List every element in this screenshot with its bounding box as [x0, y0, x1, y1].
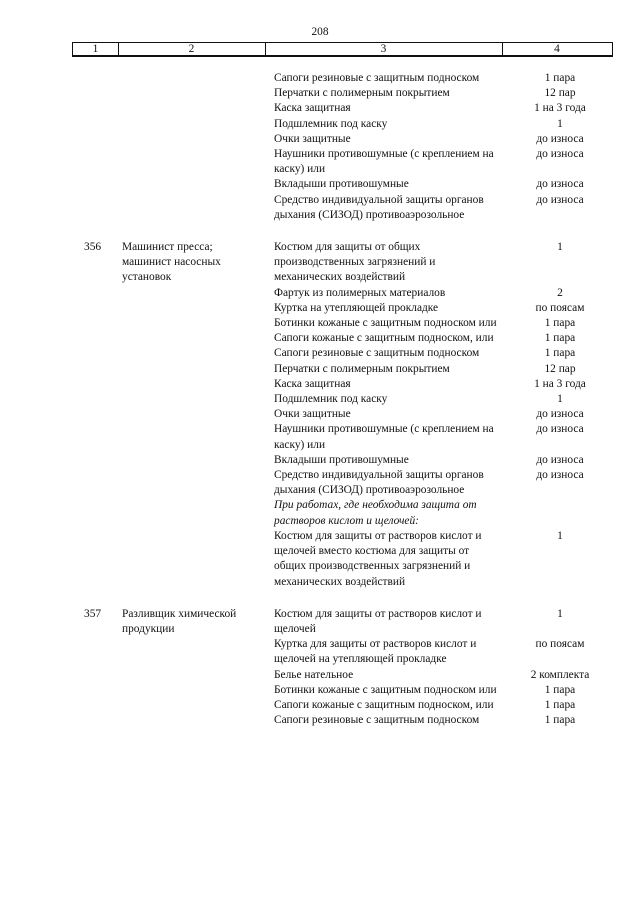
- ppe-item-name: Костюм для защиты от общих производственных загрязнений и механических воздействий: [274, 241, 436, 284]
- ppe-item: [0, 331, 640, 346]
- ppe-item-norm: 1 пара: [544, 698, 576, 711]
- condition-note: [0, 498, 640, 528]
- ppe-item-name: Сапоги кожаные с защитным подноском, или: [274, 698, 494, 711]
- ppe-item-name: Куртка на утепляющей прокладке: [274, 301, 439, 314]
- ppe-item: [0, 407, 640, 422]
- ppe-item-norm: 1: [557, 241, 563, 254]
- ppe-item-norm: 1: [557, 529, 563, 542]
- ppe-item-name: Белье нательное: [274, 668, 354, 681]
- ppe-item: [0, 453, 640, 468]
- ppe-item-name: Сапоги резиновые с защитным подноском: [274, 72, 480, 84]
- ppe-item-norm: 1 пара: [544, 317, 576, 330]
- ppe-item-name: Наушники противошумные (с креплением на каску) или: [274, 423, 494, 451]
- ppe-item-name: Костюм для защиты от растворов кислот и щелочей: [274, 607, 482, 635]
- ppe-item: [0, 193, 640, 223]
- norms-table-body: [0, 71, 640, 728]
- ppe-item-norm: 1: [557, 607, 563, 620]
- job-title: Разливщик химической продукции: [122, 607, 237, 635]
- ppe-item-norm: 1 пара: [544, 332, 576, 345]
- ppe-item-norm: до износа: [536, 408, 584, 421]
- ppe-item: [0, 101, 640, 116]
- ppe-item: [0, 301, 640, 316]
- ppe-item: [0, 698, 640, 713]
- entry-number: 357: [84, 607, 102, 620]
- ppe-item: [0, 377, 640, 392]
- ppe-item: [0, 392, 640, 407]
- ppe-item: [0, 132, 640, 147]
- ppe-item: [0, 713, 640, 728]
- ppe-item-name: Очки защитные: [274, 408, 351, 421]
- table-entry: [0, 240, 640, 590]
- ppe-item-name: Средство индивидуальной защиты органов дыхания (СИЗОД) противоаэрозольное: [274, 193, 484, 221]
- ppe-item-norm: по поясам: [535, 301, 585, 314]
- page-number: 208: [311, 26, 329, 38]
- table-entry: [0, 607, 640, 729]
- ppe-item-norm: 1: [557, 117, 563, 130]
- ppe-item-norm: 1: [557, 393, 563, 406]
- ppe-item-norm: до износа: [536, 423, 584, 436]
- column-header-1: 1: [73, 43, 119, 55]
- column-header-row: [72, 42, 613, 57]
- ppe-item: [0, 422, 640, 452]
- ppe-item: [0, 240, 640, 286]
- job-title: Машинист пресса; машинист насосных установок: [122, 241, 221, 284]
- ppe-item-name: Подшлемник под каску: [274, 117, 388, 130]
- ppe-item: [0, 637, 640, 667]
- ppe-item-name: Ботинки кожаные с защитным подноском или: [274, 317, 497, 330]
- ppe-item-norm: до износа: [536, 193, 584, 206]
- ppe-item-norm: до износа: [536, 148, 584, 161]
- ppe-item-name: Сапоги резиновые с защитным подноском: [274, 714, 480, 727]
- ppe-item-norm: 12 пар: [544, 87, 576, 100]
- ppe-item-name: Костюм для защиты от растворов кислот и щелочей вместо костюма для защиты от общих производственных загрязнений и механических воздействий: [274, 529, 482, 588]
- ppe-item-name: Сапоги резиновые с защитным подноском: [274, 347, 480, 360]
- ppe-item-norm: до износа: [536, 132, 584, 145]
- ppe-item-norm: 12 пар: [544, 362, 576, 375]
- ppe-item: [0, 529, 640, 590]
- column-header-2: 2: [118, 43, 266, 55]
- ppe-item: [0, 71, 640, 86]
- ppe-item-norm: 1 пара: [544, 72, 576, 84]
- ppe-item: [0, 346, 640, 361]
- ppe-item-name: Очки защитные: [274, 132, 351, 145]
- ppe-item: [0, 607, 640, 637]
- ppe-item: [0, 177, 640, 192]
- ppe-item-name: Сапоги кожаные с защитным подноском, или: [274, 332, 494, 345]
- ppe-item-norm: по поясам: [535, 638, 585, 651]
- ppe-item-name: Каска защитная: [274, 102, 351, 115]
- ppe-item-norm: до износа: [536, 178, 584, 191]
- ppe-item-name: Каска защитная: [274, 377, 351, 390]
- ppe-item: [0, 668, 640, 683]
- ppe-item-norm: 1 пара: [544, 347, 576, 360]
- column-header-4: 4: [554, 43, 560, 55]
- ppe-item-norm: 1 пара: [544, 683, 576, 696]
- ppe-item-name: Наушники противошумные (с креплением на каску) или: [274, 148, 494, 176]
- ppe-item-norm: 2 комплекта: [530, 668, 590, 681]
- ppe-item-norm: до износа: [536, 469, 584, 482]
- ppe-item-norm: 1 пара: [544, 714, 576, 727]
- ppe-item-name: Фартук из полимерных материалов: [274, 286, 446, 299]
- ppe-item-name: Перчатки с полимерным покрытием: [274, 362, 450, 375]
- ppe-item-norm: 1 на 3 года: [534, 377, 586, 390]
- ppe-item-name: Ботинки кожаные с защитным подноском или: [274, 683, 497, 696]
- ppe-item: [0, 86, 640, 101]
- column-header-3: 3: [265, 43, 503, 55]
- ppe-item-name: Перчатки с полимерным покрытием: [274, 87, 450, 100]
- ppe-item-name: Вкладыши противошумные: [274, 453, 409, 466]
- ppe-item: [0, 117, 640, 132]
- ppe-item-norm: до износа: [536, 453, 584, 466]
- ppe-item: [0, 468, 640, 498]
- ppe-item: [0, 316, 640, 331]
- ppe-item-name: Подшлемник под каску: [274, 393, 388, 406]
- ppe-item-norm: 1 на 3 года: [534, 102, 586, 115]
- ppe-item-name: Куртка для защиты от растворов кислот и щелочей на утепляющей прокладке: [274, 638, 477, 666]
- ppe-item-norm: 2: [557, 286, 563, 299]
- ppe-item-name: Вкладыши противошумные: [274, 178, 409, 191]
- entry-number: 356: [84, 241, 102, 254]
- ppe-item-name: Средство индивидуальной защиты органов дыхания (СИЗОД) противоаэрозольное: [274, 469, 484, 497]
- ppe-item: [0, 286, 640, 301]
- ppe-item-name: При работах, где необходима защита от растворов кислот и щелочей:: [274, 499, 477, 527]
- ppe-item: [0, 147, 640, 177]
- ppe-item: [0, 362, 640, 377]
- ppe-item: [0, 683, 640, 698]
- table-entry: [0, 71, 640, 223]
